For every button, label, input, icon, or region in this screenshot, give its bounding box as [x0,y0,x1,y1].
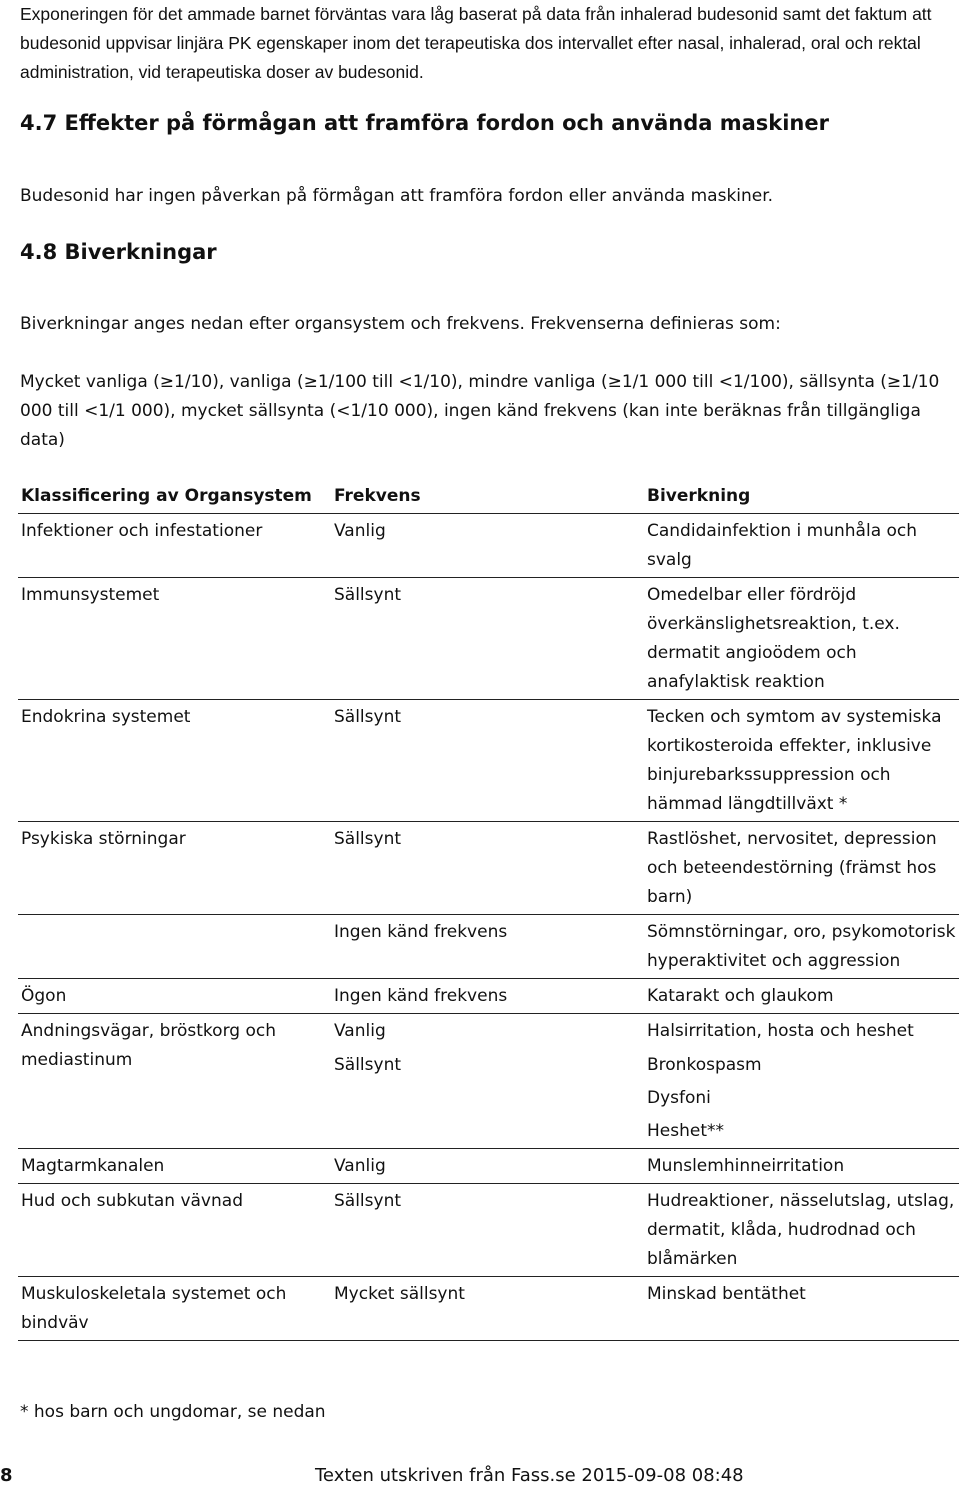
section-4-7-heading: 4.7 Effekter på förmågan att framföra fordon och använda maskiner [20,111,829,135]
reaction-line: Heshet** [647,1121,724,1141]
reaction-cell: Rastlöshet, nervositet, depression och beteendestörning (främst hos barn) [647,829,937,907]
header-reaction: Biverkning [647,486,751,506]
organ-cell: Hud och subkutan vävnad [21,1191,243,1211]
reaction-line: Bronkospasm [647,1055,762,1075]
reaction-cell [644,1048,959,1149]
organ-cell [18,915,331,979]
reaction-cell: Hudreaktioner, nässelutslag, utslag, dermatit, klåda, hudrodnad och blåmärken [647,1191,955,1269]
table-header-row [18,479,959,514]
frequency-cell: Vanlig [334,1156,386,1176]
table-row [18,1014,959,1049]
frequency-cell: Ingen känd frekvens [334,986,508,1006]
footer-text: Texten utskriven från Fass.se 2015-09-08 08:48 [315,1465,744,1486]
reaction-cell: Halsirritation, hosta och heshet [647,1021,914,1041]
organ-cell: Infektioner och infestationer [21,521,263,541]
section-4-7-text: Budesonid har ingen påverkan på förmågan att framföra fordon eller använda maskiner. [20,186,774,206]
table-row [18,578,959,700]
section-4-8-heading: 4.8 Biverkningar [20,240,217,264]
adverse-reactions-table [18,479,959,1341]
header-frequency: Frekvens [334,486,421,506]
organ-cell: Muskuloskeletala systemet och bindväv [21,1284,287,1333]
frequency-cell: Sällsynt [334,707,402,727]
organ-cell: Psykiska störningar [21,829,186,849]
reaction-cell: Tecken och symtom av systemiska kortikosteroida effekter, inklusive binjurebarkssuppression och hämmad längdtillväxt * [647,707,942,814]
organ-cell: Andningsvägar, bröstkorg och mediastinum [18,1014,331,1149]
table-row [18,1277,959,1341]
organ-cell: Magtarmkanalen [21,1156,165,1176]
frequency-cell: Sällsynt [334,1191,402,1211]
frequency-cell: Sällsynt [334,1055,402,1075]
frequency-cell: Ingen känd frekvens [334,922,508,942]
frequency-cell: Sällsynt [334,829,402,849]
frequency-cell: Mycket sällsynt [334,1284,465,1304]
organ-cell: Ögon [21,986,67,1006]
reaction-cell: Candidainfektion i munhåla och svalg [647,521,918,570]
footnote: * hos barn och ungdomar, se nedan [20,1402,326,1422]
frequency-cell: Vanlig [334,521,386,541]
table-row [18,514,959,578]
reaction-line: Dysfoni [647,1088,711,1108]
table-row [18,979,959,1014]
table-row [18,1184,959,1277]
frequency-cell: Sällsynt [334,585,402,605]
page-number: 8 [0,1465,13,1486]
table-row [18,700,959,822]
frequency-cell: Vanlig [334,1021,386,1041]
organ-cell: Immunsystemet [21,585,160,605]
table-row [18,822,959,915]
frequency-definition: Mycket vanliga (≥1/10), vanliga (≥1/100 till <1/10), mindre vanliga (≥1/1 000 till <1/100), sällsynta (≥1/10 000 till <1/1 000), mycket sällsynta (<1/10 000), ingen känd frekvens (kan inte beräknas från tillgängliga data) [20,372,940,450]
reaction-cell: Sömnstörningar, oro, psykomotorisk hyperaktivitet och aggression [647,922,956,971]
intro-paragraph: Exponeringen för det ammade barnet förväntas vara låg baserat på data från inhalerad budesonid samt det faktum att budesonid uppvisar linjära PK egenskaper inom det terapeutiska dos intervallet efter nasal, inhalerad, oral och rektal administration, vid terapeutiska doser av budesonid. [20,4,932,82]
section-4-8-text: Biverkningar anges nedan efter organsystem och frekvens. Frekvenserna definieras som: [20,314,781,334]
reaction-cell: Katarakt och glaukom [647,986,834,1006]
reaction-cell: Munslemhinneirritation [647,1156,845,1176]
table-row [18,915,959,979]
organ-cell: Endokrina systemet [21,707,191,727]
header-organ-class: Klassificering av Organsystem [21,486,312,506]
reaction-cell: Minskad bentäthet [647,1284,806,1304]
reaction-cell: Omedelbar eller fördröjd överkänslighetsreaktion, t.ex. dermatit angioödem och anafylaktisk reaktion [647,585,900,692]
table-row [18,1149,959,1184]
